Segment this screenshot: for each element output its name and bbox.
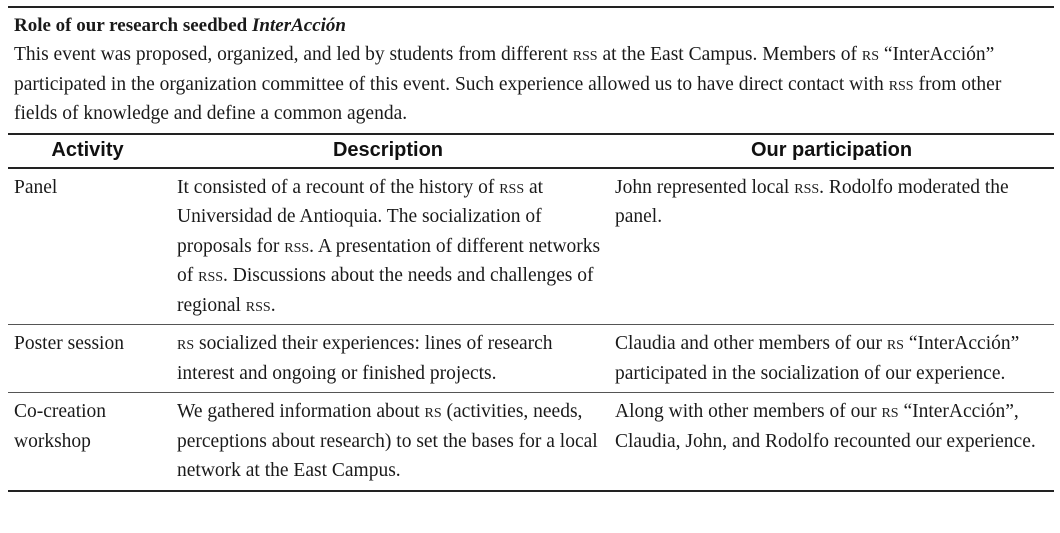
activity-table [8,133,1054,492]
intro-paragraph: This event was proposed, organized, and led by students from different rss at the East Campus. Members of rs “InterAcción” participated in the organization committee of this event. Such experience allowed us to have direct contact with rss from other fields of knowledge and define a common agenda. [14,44,1002,124]
activity-cell: Panel [14,176,58,198]
participation-cell: John represented local rss. Rodolfo moderated the panel. [615,176,1009,227]
description-cell: It consisted of a recount of the history of rss at Universidad de Antioquia. The socialization of proposals for rss. A presentation of different networks of rss. Discussions about the needs and challenges of regional rss. [177,176,601,316]
document-page [8,6,1054,492]
table-row [8,393,1054,491]
description-cell: We gathered information about rs (activities, needs, perceptions about research) to set the bases for a local network at the East Campus. [177,401,598,481]
header-participation: Our participation [750,139,913,161]
intro-section [8,8,1054,129]
participation-cell: Along with other members of our rs “InterAcción”, Claudia, John, and Rodolfo recounted our experience. [615,401,1036,452]
activity-cell: Co-creation workshop [14,401,107,452]
section-title-italic: InterAcción [252,15,346,36]
header-activity: Activity [51,139,124,161]
section-title [14,12,1054,40]
header-description: Description [332,139,444,161]
table-row [8,168,1054,325]
activity-cell: Poster session [14,333,124,354]
section-title-text: Role of our research seedbed [14,15,253,36]
table-header-row [8,134,1054,168]
participation-cell: Claudia and other members of our rs “InterAcción” participated in the socialization of our experience. [615,333,1020,384]
table-row [8,325,1054,393]
description-cell: rs socialized their experiences: lines of research interest and ongoing or finished projects. [177,333,553,384]
